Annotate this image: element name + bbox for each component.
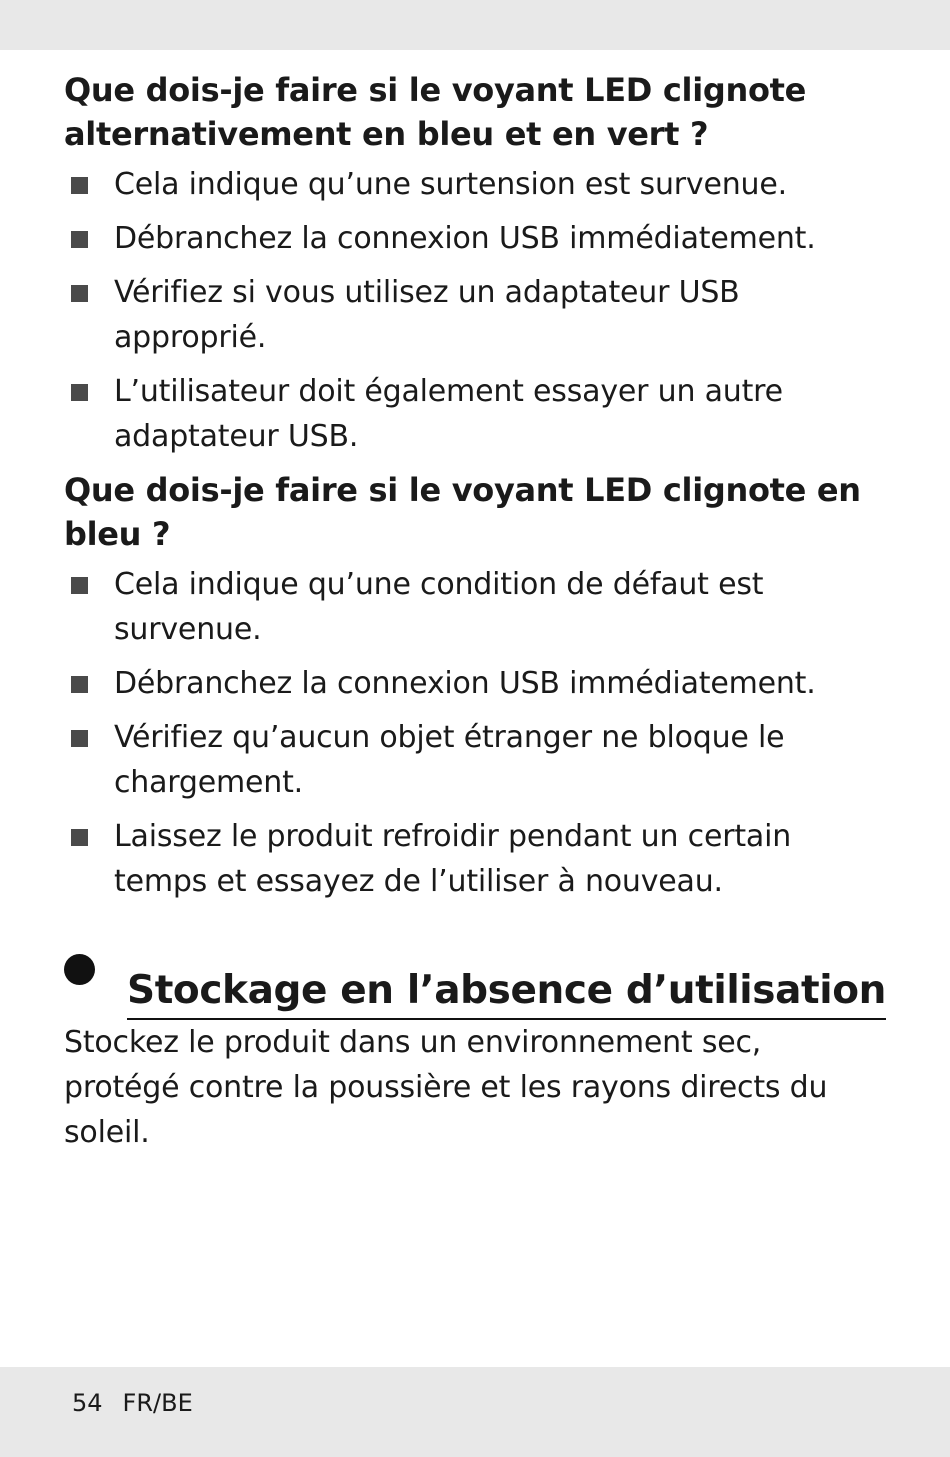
list-item: [64, 369, 864, 459]
list-item-text: Laissez le produit refroidir pendant un certain temps et essayez de l’utiliser à nouveau.: [114, 819, 792, 899]
list-item-text: L’utilisateur doit également essayer un autre adaptateur USB.: [114, 374, 783, 454]
page-footer: [72, 1388, 193, 1418]
list-item: [64, 661, 864, 706]
list-item: [64, 814, 864, 904]
list-item: [64, 562, 864, 652]
section-bullet-icon: [64, 954, 95, 985]
list-item: [64, 162, 864, 207]
top-band: [0, 0, 950, 50]
faq-heading-blue-green: Que dois-je faire si le voyant LED clignote alternativement en bleu et en vert ?: [64, 71, 807, 153]
square-bullet-icon: [71, 676, 88, 693]
storage-section-title: Stockage en l’absence d’utilisation: [127, 966, 886, 1020]
square-bullet-icon: [71, 730, 88, 747]
square-bullet-icon: [71, 285, 88, 302]
list-item-text: Cela indique qu’une condition de défaut est survenue.: [114, 567, 764, 647]
page-content: [64, 68, 886, 1155]
list-item-text: Débranchez la connexion USB immédiatement.: [114, 221, 816, 256]
list-item-text: Vérifiez si vous utilisez un adaptateur USB approprié.: [114, 275, 740, 355]
square-bullet-icon: [71, 577, 88, 594]
page-number: 54: [72, 1389, 103, 1417]
list-item: [64, 270, 864, 360]
language-code: FR/BE: [122, 1389, 193, 1417]
storage-section-header: [64, 940, 886, 1014]
list-item-text: Débranchez la connexion USB immédiatement.: [114, 666, 816, 701]
list-item: [64, 216, 864, 261]
list-item-text: Vérifiez qu’aucun objet étranger ne bloque le chargement.: [114, 720, 785, 800]
list-item-text: Cela indique qu’une surtension est survenue.: [114, 167, 787, 202]
square-bullet-icon: [71, 829, 88, 846]
faq-list-blue: [64, 562, 864, 904]
square-bullet-icon: [71, 231, 88, 248]
square-bullet-icon: [71, 384, 88, 401]
square-bullet-icon: [71, 177, 88, 194]
faq-list-blue-green: [64, 162, 864, 459]
storage-paragraph: Stockez le produit dans un environnement sec, protégé contre la poussière et les rayons directs du soleil.: [64, 1025, 828, 1150]
faq-heading-blue: Que dois-je faire si le voyant LED clignote en bleu ?: [64, 471, 861, 553]
list-item: [64, 715, 864, 805]
